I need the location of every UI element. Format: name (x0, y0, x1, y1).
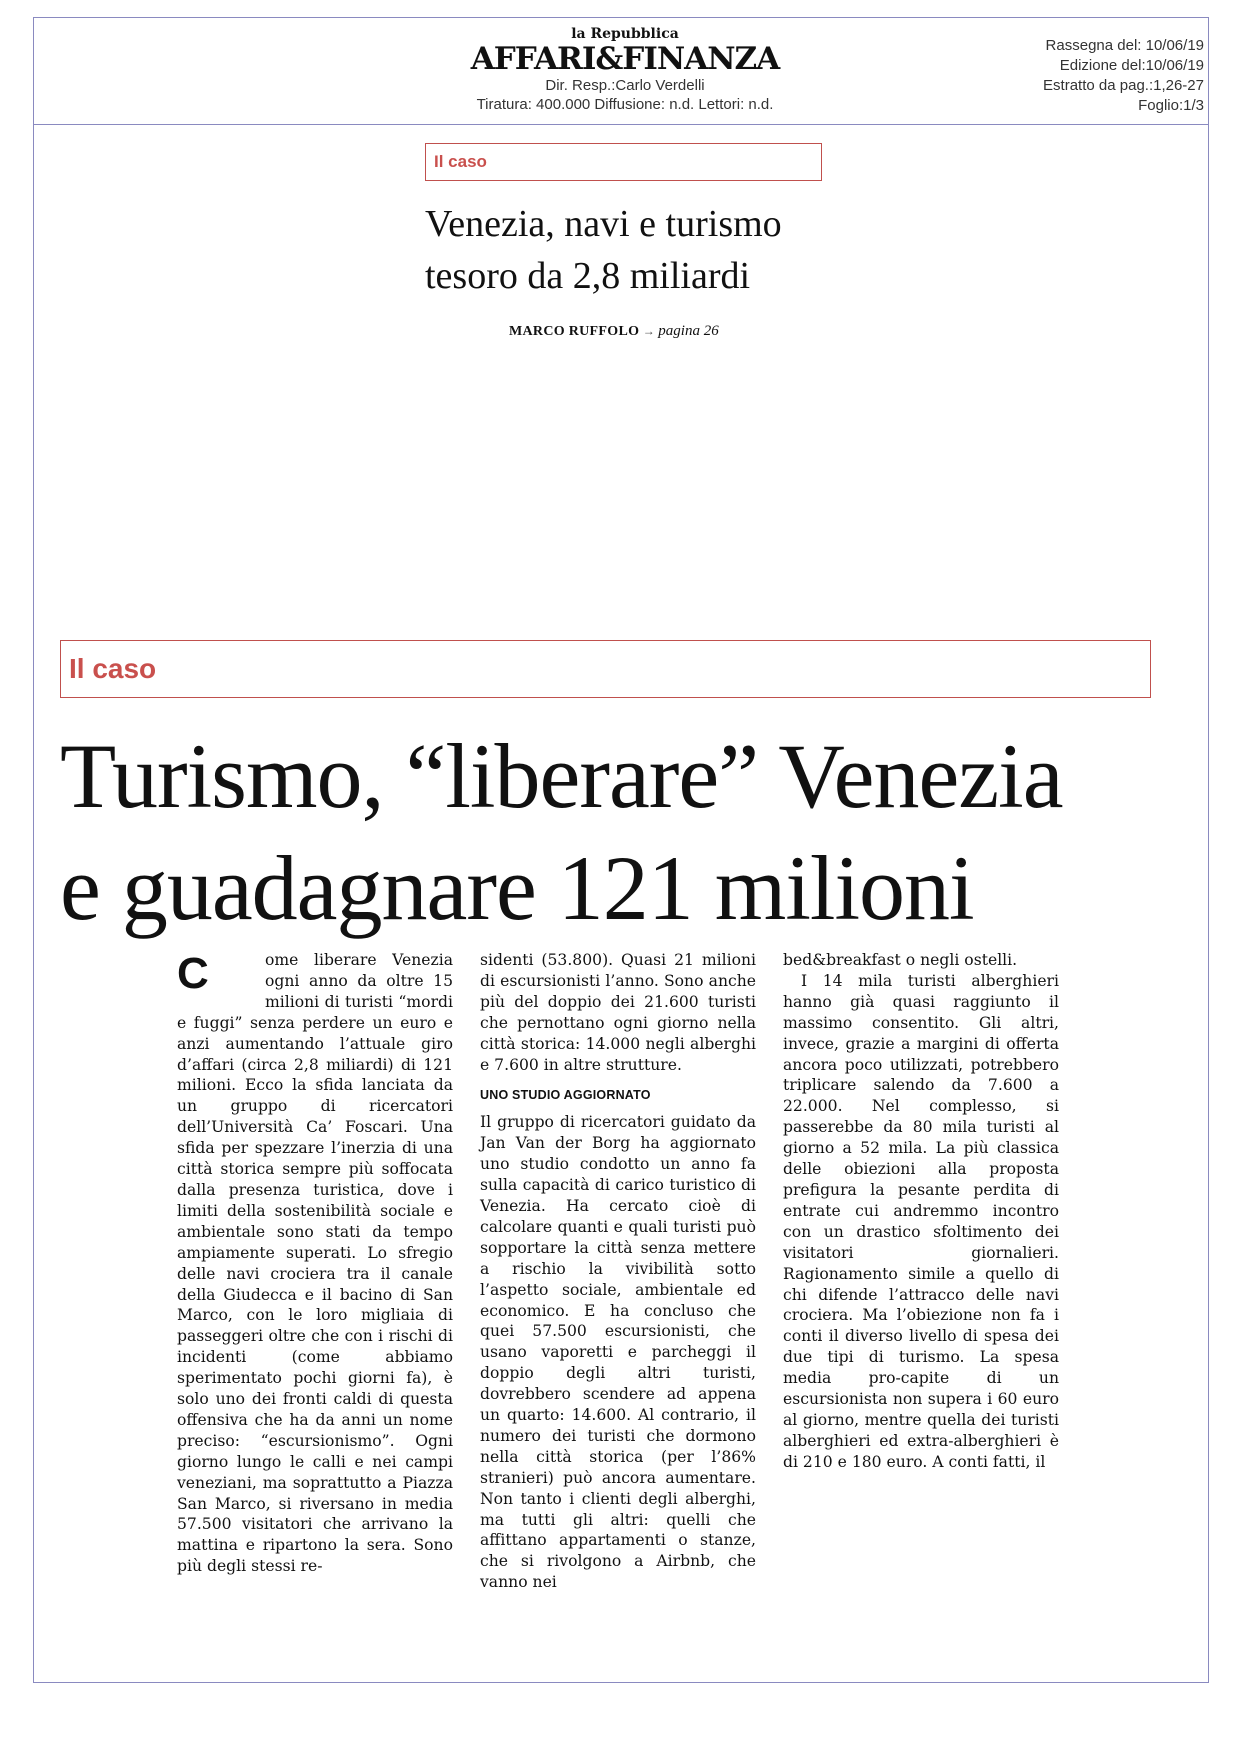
teaser-headline-line2: tesoro da 2,8 miliardi (425, 255, 751, 297)
article-headline-line2: e guadagnare 121 milioni (60, 837, 974, 939)
meta-foglio: Foglio:1/3 (1138, 97, 1204, 114)
masthead-title: AFFARI&FINANZA (470, 41, 780, 77)
article-kicker-box (60, 640, 1151, 698)
masthead (440, 26, 810, 114)
article-headline-line1: Turismo, “liberare” Venezia (60, 725, 1063, 827)
column-3-paragraph-2: I 14 mila turisti alberghieri hanno già quasi raggiunto il massimo consentito. Gli altri, invece, grazie a margini di offerta ancora poco utilizzati, potrebbero triplicare salendo da 7.600 a 22.000. Nel complesso, si passerebbe da 80 mila turisti al giorno a 52 mila. La più classica delle obiezioni alla proposta prefigura la pesante perdita di entrate cui andremmo incontro con un drastico sfoltimento dei visitatori giornalieri. Ragionamento simile a quello di chi difende l’attracco delle navi crociera. Ma l’obiezione non fa i conti il diverso livello di spesa dei due tipi di turismo. La spesa media pro-capite di un escursionista non supera i 60 euro al giorno, mentre quella dei turisti alberghieri ed extra-alberghieri è di 210 e 180 euro. A conti fatti, il (783, 971, 1059, 1471)
teaser-headline (425, 198, 875, 302)
column-1-text: ome liberare Venezia ogni anno da oltre 15 milioni di turisti “mordi e fuggi” senza perdere un euro e anzi aumentando l’attuale giro d’affari (circa 2,8 miliardi) di 121 milioni. Ecco la sfida lanciata da un gruppo di ricercatori dell’Università Ca’ Foscari. Una sfida per spezzare l’inerzia di una città storica sempre più soffocata dalla presenza turistica, dove i limiti della sostenibilità sociale e ambientale sono stati da tempo ampiamente superati. Lo sfregio delle navi crociera tra il canale della Giudecca e il bacino di San Marco, con le loro migliaia di passeggeri oltre che con i rischi di incidenti (come abbiamo sperimentato pochi giorni fa), è solo uno dei fronti caldi di questa offensiva che ha da anni un nome preciso: “escursionismo”. Ogni giorno lungo le calli e nei campi veneziani, ma soprattutto a Piazza San Marco, si riversano in media 57.500 visitatori che arrivano la mattina e ripartono la sera. Sono più degli stessi re- (177, 951, 453, 1576)
meta-edizione: Edizione del:10/06/19 (1059, 57, 1204, 74)
column-2-paragraph-1: sidenti (53.800). Quasi 21 milioni di escursionisti l’anno. Sono anche più del doppio dei 21.600 turisti che pernottano ogni giorno nella città storica: 14.000 negli alberghi e 7.600 in altre strutture. (480, 951, 756, 1074)
header-divider (33, 124, 1209, 125)
teaser-byline (509, 323, 719, 340)
teaser-page-ref: pagina 26 (658, 323, 719, 339)
column-3-paragraph-1: bed&breakfast o negli ostelli. (783, 951, 1018, 969)
article-column-3 (783, 950, 1059, 1473)
column-2-paragraph-2: Il gruppo di ricercatori guidato da Jan Van der Borg ha aggiornato uno studio condotto un anno fa sulla capacità di carico turistico di Venezia. Ha cercato cioè di calcolare quanti e quali turisti può sopportare la città senza mettere a rischio la vivibilità sotto l’aspetto sociale, ambientale ed economico. E ha concluso che quei 57.500 escursionisti, che usano vaporetti e parcheggi il doppio degli altri turisti, dovrebbero scendere ad appena un quarto: 14.600. Al contrario, il numero dei turisti che dormono nella città storica (per l’86% stranieri) può ancora aumentare. Non tanto i clienti degli alberghi, ma tutti gli altri: quelli che affittano appartamenti o stanze, che si rivolgono a Airbnb, che vanno nei (480, 1113, 756, 1592)
article-kicker: Il caso (69, 653, 157, 684)
article-column-1 (177, 950, 453, 1577)
masthead-la-repubblica: la Repubblica (571, 26, 679, 42)
teaser-kicker-box (425, 143, 822, 181)
meta-rassegna: Rassegna del: 10/06/19 (1045, 37, 1204, 54)
meta-estratto: Estratto da pag.:1,26-27 (1043, 77, 1204, 94)
teaser-kicker: Il caso (434, 152, 487, 171)
teaser-author: MARCO RUFFOLO (509, 324, 640, 339)
article-column-2 (480, 950, 756, 1593)
press-review-meta (1043, 36, 1204, 116)
masthead-director: Dir. Resp.:Carlo Verdelli (545, 77, 705, 94)
article-headline (60, 720, 1180, 944)
article-subhead: UNO STUDIO AGGIORNATO (480, 1088, 651, 1103)
drop-cap: C (177, 949, 209, 998)
teaser-headline-line1: Venezia, navi e turismo (425, 203, 782, 245)
arrow-icon: → (642, 324, 655, 338)
masthead-circulation: Tiratura: 400.000 Diffusione: n.d. Lettori: n.d. (476, 96, 774, 113)
